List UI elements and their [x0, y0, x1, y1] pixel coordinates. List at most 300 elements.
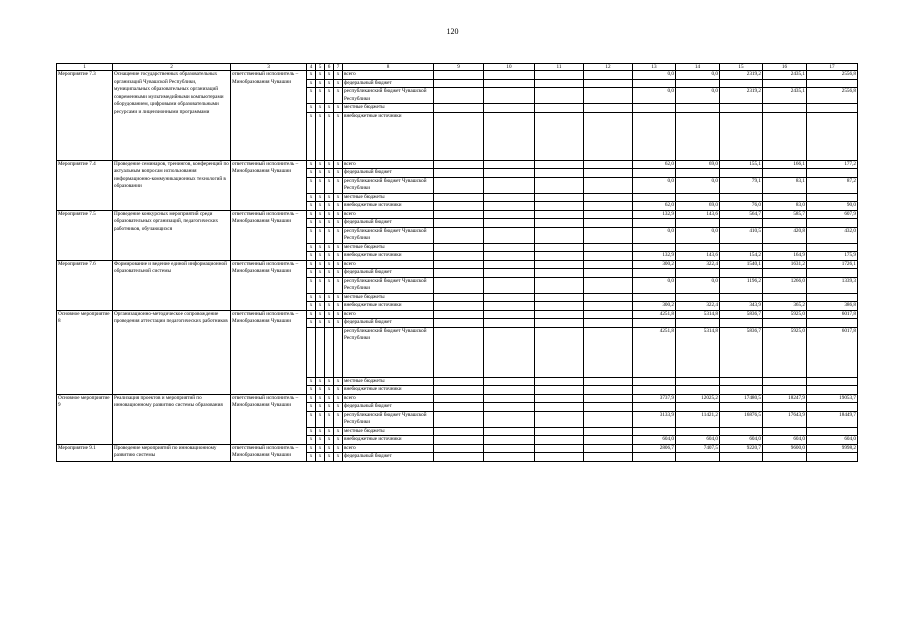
funding-source: местные бюджеты	[343, 427, 434, 436]
x-mark: x	[307, 252, 316, 261]
empty-cell	[584, 319, 633, 328]
amount-cell	[807, 377, 858, 386]
empty-cell	[434, 88, 484, 104]
amount-cell	[633, 169, 676, 178]
empty-cell	[434, 252, 484, 261]
funding-source: всего	[343, 444, 434, 453]
x-mark: x	[325, 394, 334, 403]
x-mark: x	[316, 453, 325, 462]
amount-cell: 5314,8	[676, 310, 720, 319]
funding-source: внебюджетные источники	[343, 386, 434, 395]
empty-cell	[434, 177, 484, 193]
amount-cell: 69,0	[676, 202, 720, 211]
funding-source: всего	[343, 210, 434, 219]
empty-cell	[584, 293, 633, 302]
amount-cell: 87,2	[807, 177, 858, 193]
empty-cell	[484, 403, 535, 412]
amount-cell: 17480,5	[720, 394, 763, 403]
empty-cell	[434, 269, 484, 278]
x-mark: x	[334, 104, 343, 113]
empty-cell	[535, 327, 584, 377]
empty-cell	[584, 453, 633, 462]
responsible-executor: ответственный исполнитель – Минобразования Чувашии	[231, 160, 307, 210]
empty-cell	[484, 436, 535, 445]
x-mark: x	[316, 319, 325, 328]
x-mark: x	[307, 210, 316, 219]
empty-cell	[584, 219, 633, 228]
funding-source: внебюджетные источники	[343, 202, 434, 211]
measure-id: Основное мероприятие 9	[57, 394, 113, 444]
amount-cell	[676, 386, 720, 395]
amount-cell	[633, 453, 676, 462]
x-mark: x	[325, 71, 334, 80]
x-mark: x	[334, 177, 343, 193]
amount-cell: 1726,1	[807, 260, 858, 269]
amount-cell	[720, 243, 763, 252]
amount-cell	[763, 319, 807, 328]
amount-cell	[720, 193, 763, 202]
header-cell: 5	[316, 64, 325, 71]
amount-cell: 365,2	[763, 302, 807, 311]
empty-cell	[535, 436, 584, 445]
x-mark: x	[334, 79, 343, 88]
amount-cell: 5314,8	[676, 327, 720, 377]
amount-cell	[633, 79, 676, 88]
amount-cell: 11421,2	[676, 411, 720, 427]
amount-cell	[676, 243, 720, 252]
funding-source: всего	[343, 394, 434, 403]
amount-cell: 410,5	[720, 227, 763, 243]
x-mark: x	[316, 202, 325, 211]
empty-cell	[484, 243, 535, 252]
x-mark: x	[307, 260, 316, 269]
amount-cell: 83,1	[763, 177, 807, 193]
amount-cell	[720, 79, 763, 88]
empty-cell	[584, 427, 633, 436]
empty-cell	[484, 293, 535, 302]
x-mark: x	[307, 269, 316, 278]
x-mark: x	[307, 219, 316, 228]
x-mark: x	[316, 79, 325, 88]
x-mark: x	[316, 243, 325, 252]
amount-cell	[807, 219, 858, 228]
amount-cell: 3133,9	[633, 411, 676, 427]
funding-source: федеральный бюджет	[343, 169, 434, 178]
responsible-executor: ответственный исполнитель – Минобразования Чувашии	[231, 444, 307, 461]
amount-cell: 9600,0	[763, 444, 807, 453]
x-mark: x	[316, 310, 325, 319]
amount-cell: 0,0	[676, 227, 720, 243]
amount-cell: 343,9	[720, 302, 763, 311]
empty-cell	[484, 302, 535, 311]
x-mark: x	[325, 227, 334, 243]
empty-cell	[584, 202, 633, 211]
amount-cell	[720, 112, 763, 160]
empty-cell	[535, 453, 584, 462]
x-mark: x	[307, 177, 316, 193]
amount-cell	[807, 293, 858, 302]
measure-name: Проведение конкурсных мероприятий среди образовательных организаций, педагогических работников, обучающихся	[113, 210, 231, 260]
x-mark: x	[316, 160, 325, 169]
amount-cell: 16876,5	[720, 411, 763, 427]
x-mark: x	[334, 193, 343, 202]
amount-cell	[676, 427, 720, 436]
x-mark: x	[334, 260, 343, 269]
empty-cell	[535, 403, 584, 412]
amount-cell: 604,0	[633, 436, 676, 445]
amount-cell	[807, 269, 858, 278]
empty-cell	[584, 210, 633, 219]
funding-source: внебюджетные источники	[343, 252, 434, 261]
x-mark: x	[307, 453, 316, 462]
amount-cell	[676, 269, 720, 278]
empty-cell	[584, 377, 633, 386]
empty-cell	[584, 169, 633, 178]
empty-cell	[484, 260, 535, 269]
empty-cell	[584, 403, 633, 412]
amount-cell: 166,1	[763, 160, 807, 169]
empty-cell	[584, 71, 633, 80]
x-mark: x	[334, 403, 343, 412]
x-mark: x	[325, 453, 334, 462]
x-mark: x	[316, 386, 325, 395]
page-number: 120	[446, 27, 459, 36]
empty-cell	[484, 210, 535, 219]
responsible-executor: ответственный исполнитель – Минобразования Чувашии	[231, 310, 307, 394]
empty-cell	[584, 227, 633, 243]
x-mark: x	[325, 193, 334, 202]
empty-cell	[434, 427, 484, 436]
x-mark: x	[325, 252, 334, 261]
amount-cell	[763, 386, 807, 395]
empty-cell	[584, 112, 633, 160]
amount-cell: 0,0	[676, 88, 720, 104]
funding-source: всего	[343, 260, 434, 269]
amount-cell: 2319,2	[720, 71, 763, 80]
x-mark: x	[334, 277, 343, 293]
x-mark: x	[325, 79, 334, 88]
x-mark: x	[307, 377, 316, 386]
x-mark: x	[316, 252, 325, 261]
empty-cell	[535, 260, 584, 269]
x-mark: x	[334, 219, 343, 228]
empty-cell	[535, 210, 584, 219]
amount-cell: 90,0	[807, 202, 858, 211]
x-mark: x	[316, 394, 325, 403]
header-cell: 14	[676, 64, 720, 71]
empty-cell	[584, 277, 633, 293]
x-mark: x	[316, 71, 325, 80]
empty-cell	[484, 377, 535, 386]
x-mark: x	[325, 436, 334, 445]
amount-cell	[720, 293, 763, 302]
funding-source: всего	[343, 71, 434, 80]
amount-cell: 4251,8	[633, 310, 676, 319]
funding-source: республиканский бюджет Чувашской Республики	[343, 177, 434, 193]
amount-cell: 1266,0	[763, 277, 807, 293]
empty-cell	[535, 277, 584, 293]
x-mark: x	[316, 112, 325, 160]
x-mark: x	[334, 302, 343, 311]
empty-cell	[434, 112, 484, 160]
amount-cell: 322,4	[676, 302, 720, 311]
amount-cell	[763, 243, 807, 252]
amount-cell	[763, 104, 807, 113]
amount-cell: 604,0	[676, 436, 720, 445]
amount-cell: 0,0	[633, 71, 676, 80]
funding-source: внебюджетные источники	[343, 112, 434, 160]
x-mark: x	[325, 444, 334, 453]
amount-cell	[763, 427, 807, 436]
amount-cell: 322,4	[676, 260, 720, 269]
empty-cell	[584, 160, 633, 169]
empty-cell	[434, 386, 484, 395]
x-mark: x	[334, 293, 343, 302]
amount-cell	[676, 293, 720, 302]
amount-cell	[763, 169, 807, 178]
amount-cell	[807, 427, 858, 436]
x-mark: x	[316, 277, 325, 293]
empty-cell	[535, 193, 584, 202]
x-mark: x	[307, 243, 316, 252]
amount-cell: 79,1	[720, 177, 763, 193]
funding-source: внебюджетные источники	[343, 436, 434, 445]
empty-cell	[584, 79, 633, 88]
x-mark: x	[325, 210, 334, 219]
amount-cell: 177,2	[807, 160, 858, 169]
amount-cell	[676, 79, 720, 88]
x-mark: x	[334, 202, 343, 211]
empty-cell	[484, 169, 535, 178]
empty-cell	[434, 277, 484, 293]
empty-cell	[484, 160, 535, 169]
amount-cell: 175,9	[807, 252, 858, 261]
x-mark: x	[307, 227, 316, 243]
header-cell: 11	[535, 64, 584, 71]
amount-cell	[763, 269, 807, 278]
measure-name: Формирование и ведение единой информационной образовательной системы	[113, 260, 231, 310]
empty-cell	[584, 394, 633, 403]
x-mark: x	[334, 169, 343, 178]
measure-name: Организационно-методическое сопровождение проведения аттестации педагогических работников	[113, 310, 231, 394]
amount-cell	[763, 377, 807, 386]
empty-cell	[434, 403, 484, 412]
amount-cell: 18449,7	[807, 411, 858, 427]
empty-cell	[584, 252, 633, 261]
x-mark: x	[325, 302, 334, 311]
empty-cell	[434, 436, 484, 445]
amount-cell: 155,1	[720, 160, 763, 169]
x-mark: x	[316, 219, 325, 228]
amount-cell	[720, 219, 763, 228]
budget-code	[307, 327, 316, 377]
amount-cell	[633, 377, 676, 386]
x-mark: x	[316, 377, 325, 386]
amount-cell	[763, 79, 807, 88]
x-mark: x	[316, 427, 325, 436]
amount-cell	[807, 112, 858, 160]
budget-code-text	[334, 367, 336, 375]
amount-cell: 62,0	[633, 160, 676, 169]
amount-cell	[807, 386, 858, 395]
amount-cell	[720, 386, 763, 395]
x-mark: x	[307, 394, 316, 403]
empty-cell	[535, 386, 584, 395]
empty-cell	[434, 219, 484, 228]
x-mark: x	[334, 227, 343, 243]
x-mark: x	[307, 310, 316, 319]
amount-cell: 18247,9	[763, 394, 807, 403]
funding-source: местные бюджеты	[343, 193, 434, 202]
amount-cell: 132,9	[633, 252, 676, 261]
x-mark: x	[325, 177, 334, 193]
empty-cell	[535, 269, 584, 278]
x-mark: x	[334, 310, 343, 319]
x-mark: x	[334, 444, 343, 453]
amount-cell	[807, 403, 858, 412]
amount-cell: 17643,9	[763, 411, 807, 427]
amount-cell	[676, 403, 720, 412]
empty-cell	[484, 202, 535, 211]
amount-cell: 1540,1	[720, 260, 763, 269]
measure-name: Оснащение государственных образовательных организаций Чувашской Республики, муниципальных образовательных организаций современными мультимедийными компьютерами оборудованием, цифровыми образовательными ресурсами и лицензионными программами	[113, 71, 231, 161]
amount-cell	[807, 243, 858, 252]
amount-cell: 62,0	[633, 202, 676, 211]
empty-cell	[584, 243, 633, 252]
empty-cell	[484, 88, 535, 104]
x-mark: x	[334, 319, 343, 328]
x-mark: x	[307, 277, 316, 293]
x-mark: x	[325, 403, 334, 412]
header-cell: 9	[434, 64, 484, 71]
measure-name: Проведение мероприятий по инновационному развитию системы	[113, 444, 231, 461]
funding-source: федеральный бюджет	[343, 403, 434, 412]
funding-source: местные бюджеты	[343, 293, 434, 302]
amount-cell	[720, 319, 763, 328]
empty-cell	[535, 427, 584, 436]
empty-cell	[484, 104, 535, 113]
responsible-executor: ответственный исполнитель – Минобразования Чувашии	[231, 394, 307, 444]
header-row	[57, 64, 858, 71]
amount-cell	[763, 453, 807, 462]
amount-cell	[720, 169, 763, 178]
empty-cell	[584, 260, 633, 269]
amount-cell	[807, 319, 858, 328]
empty-cell	[434, 411, 484, 427]
empty-cell	[434, 327, 484, 377]
table-row	[57, 260, 858, 269]
amount-cell	[763, 293, 807, 302]
x-mark: x	[307, 411, 316, 427]
empty-cell	[484, 79, 535, 88]
x-mark: x	[307, 403, 316, 412]
amount-cell: 300,2	[633, 260, 676, 269]
empty-cell	[434, 104, 484, 113]
x-mark: x	[325, 112, 334, 160]
empty-cell	[434, 243, 484, 252]
measure-id: Мероприятие 7.3	[57, 71, 113, 161]
measure-id: Мероприятие 9.1	[57, 444, 113, 461]
x-mark: x	[316, 104, 325, 113]
empty-cell	[584, 177, 633, 193]
amount-cell	[676, 377, 720, 386]
x-mark: x	[307, 293, 316, 302]
amount-cell: 4251,8	[633, 327, 676, 377]
responsible-executor: ответственный исполнитель – Минобразования Чувашии	[231, 210, 307, 260]
measure-id: Мероприятие 7.4	[57, 160, 113, 210]
x-mark: x	[307, 193, 316, 202]
amount-cell: 1631,2	[763, 260, 807, 269]
table-row	[57, 394, 858, 403]
amount-cell: 2556,8	[807, 71, 858, 80]
amount-cell: 132,9	[633, 210, 676, 219]
empty-cell	[484, 269, 535, 278]
amount-cell	[676, 219, 720, 228]
amount-cell	[763, 403, 807, 412]
amount-cell: 607,9	[807, 210, 858, 219]
responsible-executor: ответственный исполнитель – Минобразования Чувашии	[231, 260, 307, 310]
amount-cell	[720, 453, 763, 462]
empty-cell	[584, 310, 633, 319]
amount-cell: 2556,8	[807, 88, 858, 104]
x-mark: x	[334, 453, 343, 462]
empty-cell	[584, 411, 633, 427]
amount-cell: 7407,5	[676, 444, 720, 453]
amount-cell: 6017,8	[807, 327, 858, 377]
x-mark: x	[325, 310, 334, 319]
empty-cell	[484, 327, 535, 377]
empty-cell	[484, 252, 535, 261]
x-mark: x	[307, 79, 316, 88]
amount-cell	[807, 193, 858, 202]
x-mark: x	[316, 269, 325, 278]
funding-source: федеральный бюджет	[343, 453, 434, 462]
amount-cell: 0,0	[633, 88, 676, 104]
x-mark: x	[325, 427, 334, 436]
amount-cell: 300,2	[633, 302, 676, 311]
amount-cell: 19053,7	[807, 394, 858, 403]
amount-cell	[763, 219, 807, 228]
amount-cell: 5836,7	[720, 327, 763, 377]
x-mark: x	[325, 169, 334, 178]
empty-cell	[535, 112, 584, 160]
amount-cell	[763, 193, 807, 202]
x-mark: x	[334, 411, 343, 427]
amount-cell: 0,0	[633, 227, 676, 243]
x-mark: x	[334, 112, 343, 160]
amount-cell	[633, 219, 676, 228]
amount-cell	[676, 319, 720, 328]
measure-name: Проведение семинаров, тренингов, конференций по актуальным вопросам использования информационно-коммуникационных технологий в образовании	[113, 160, 231, 210]
amount-cell: 2806,7	[633, 444, 676, 453]
empty-cell	[535, 227, 584, 243]
empty-cell	[535, 302, 584, 311]
amount-cell	[633, 104, 676, 113]
empty-cell	[434, 302, 484, 311]
funding-source: местные бюджеты	[343, 104, 434, 113]
empty-cell	[434, 394, 484, 403]
empty-cell	[484, 177, 535, 193]
amount-cell: 0,0	[676, 71, 720, 80]
empty-cell	[434, 444, 484, 453]
table-row	[57, 160, 858, 169]
empty-cell	[535, 71, 584, 80]
header-cell: 2	[113, 64, 231, 71]
amount-cell: 143,6	[676, 252, 720, 261]
empty-cell	[535, 444, 584, 453]
x-mark: x	[307, 88, 316, 104]
funding-source: всего	[343, 310, 434, 319]
